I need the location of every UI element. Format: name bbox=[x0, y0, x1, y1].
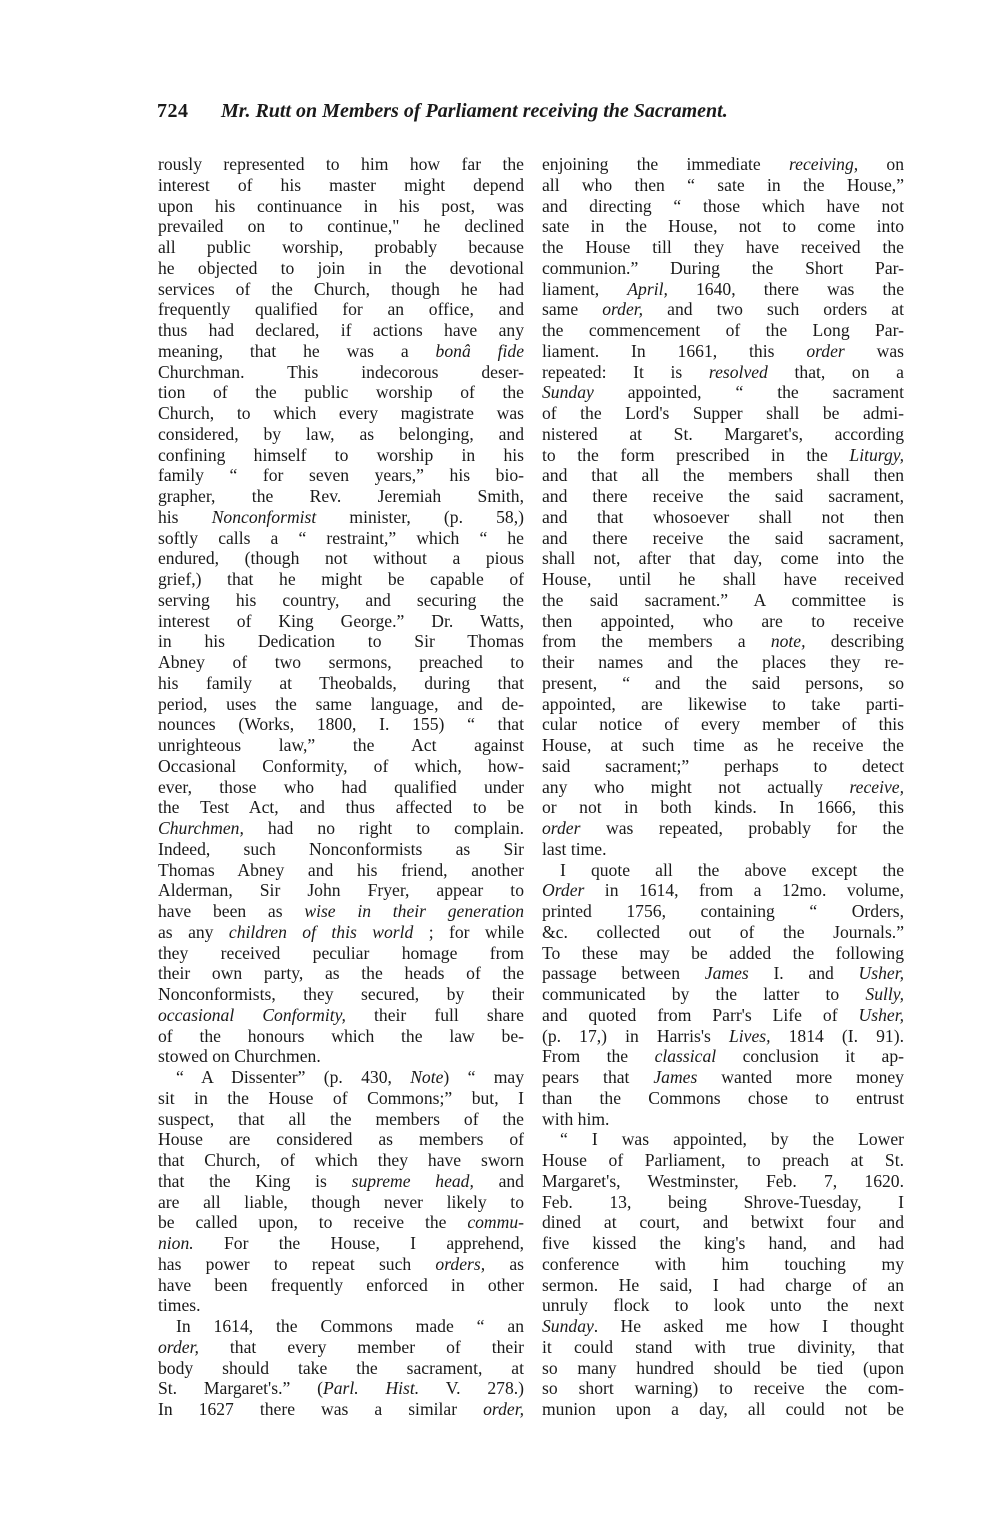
text-line: interest of King George.” Dr. Watts, bbox=[158, 610, 524, 631]
text-line: House, at such time as he receive the bbox=[542, 735, 904, 755]
text-line: grapher, the Rev. Jeremiah Smith, bbox=[158, 486, 524, 506]
text-line: the House till they have received the bbox=[542, 237, 904, 257]
text-line: enjoining the immediate receiving, on bbox=[542, 154, 904, 174]
text-line: munion upon a day, all could not be bbox=[542, 1399, 904, 1419]
text-line: of the Lord's Supper shall be admi- bbox=[542, 403, 904, 423]
text-line: services of the Church, though he had bbox=[158, 278, 524, 299]
text-line: family “ for seven years,” his bio- bbox=[158, 465, 524, 486]
text-line: all who then “ sate in the House,” bbox=[542, 174, 904, 195]
text-line: Occasional Conformity, of which, how- bbox=[158, 755, 524, 776]
text-line: thus had declared, if actions have any bbox=[158, 320, 524, 340]
text-line: has power to repeat such orders, as bbox=[158, 1253, 524, 1274]
text-line: Sunday. He asked me how I thought bbox=[542, 1316, 904, 1336]
text-line: I quote all the above except the bbox=[560, 859, 904, 880]
text-line: then appointed, who are to receive bbox=[542, 610, 904, 631]
text-line: to the form prescribed in the Liturgy, bbox=[542, 444, 904, 465]
text-line: softly calls a “ restraint,” which “ he bbox=[158, 527, 524, 548]
text-line: unrighteous law,” the Act against bbox=[158, 735, 524, 755]
text-line: order was repeated, probably for the bbox=[542, 818, 904, 838]
text-line: cular notice of every member of this bbox=[542, 714, 904, 735]
text-line: and that all the members shall then bbox=[542, 465, 904, 486]
text-line: that Church, of which they have sworn bbox=[158, 1150, 524, 1170]
text-line: Thomas Abney and his friend, another bbox=[158, 859, 524, 880]
text-line: frequently qualified for an office, and bbox=[158, 299, 524, 320]
page-header bbox=[157, 100, 897, 130]
text-line: tion of the public worship of the bbox=[158, 382, 524, 403]
left-text-column bbox=[158, 154, 524, 1420]
text-line: considered, by law, as belonging, and bbox=[158, 423, 524, 444]
text-line: present, “ and the said persons, so bbox=[542, 672, 904, 693]
text-line: House are considered as members of bbox=[158, 1129, 524, 1150]
text-line: their own party, as the heads of the bbox=[158, 963, 524, 984]
text-line: Feb. 13, being Shrove-Tuesday, I bbox=[542, 1191, 904, 1212]
text-line: than the Commons chose to entrust bbox=[542, 1087, 904, 1108]
text-line: it could stand with true divinity, that bbox=[542, 1336, 904, 1357]
text-line: nistered at St. Margaret's, according bbox=[542, 423, 904, 444]
text-line: House, until he shall have received bbox=[542, 569, 904, 589]
text-line: sermon. He said, I had charge of an bbox=[542, 1274, 904, 1295]
text-line: so short warning) to receive the com- bbox=[542, 1378, 904, 1399]
text-line: period, uses the same language, and de- bbox=[158, 693, 524, 714]
text-line: nounces (Works, 1800, I. 155) “ that bbox=[158, 714, 524, 735]
text-line: House of Parliament, to preach at St. bbox=[542, 1150, 904, 1170]
text-line: in his Dedication to Sir Thomas bbox=[158, 631, 524, 652]
text-line: communion.” During the Short Par- bbox=[542, 257, 904, 278]
text-line: meaning, that he was a bonâ fide bbox=[158, 340, 524, 361]
text-line: Sunday appointed, “ the sacrament bbox=[542, 382, 904, 403]
text-line: communicated by the latter to Sully, bbox=[542, 984, 904, 1004]
text-line: the commencement of the Long Par- bbox=[542, 320, 904, 340]
text-line: liament. In 1661, this order was bbox=[542, 340, 904, 361]
text-line: with him. bbox=[542, 1108, 610, 1129]
text-line: any who might not actually receive, bbox=[542, 776, 904, 797]
text-line: sit in the House of Commons;” but, I bbox=[158, 1087, 524, 1108]
text-line: all public worship, probably because bbox=[158, 237, 524, 257]
text-line: printed 1756, containing “ Orders, bbox=[542, 901, 904, 921]
text-line: occasional Conformity, their full share bbox=[158, 1004, 524, 1025]
text-line: Indeed, such Nonconformists as Sir bbox=[158, 838, 524, 859]
text-line: Church, to which every magistrate was bbox=[158, 403, 524, 423]
text-line: that the King is supreme head, and bbox=[158, 1170, 524, 1191]
text-line: &c. collected out of the Journals.” bbox=[542, 921, 904, 942]
text-line: grief,) that he might be capable of bbox=[158, 569, 524, 589]
text-line: as any children of this world ; for while bbox=[158, 921, 525, 942]
text-line: interest of his master might depend bbox=[158, 174, 524, 195]
text-line: are all liable, though never likely to bbox=[158, 1191, 524, 1212]
text-line: Nonconformists, they secured, by their bbox=[158, 984, 524, 1004]
text-line: To these may be added the following bbox=[542, 942, 904, 963]
text-line: conference with him touching my bbox=[542, 1253, 904, 1274]
text-line: have been frequently enforced in other bbox=[158, 1274, 524, 1295]
text-line: order, that every member of their bbox=[158, 1336, 524, 1357]
text-line: Alderman, Sir John Fryer, appear to bbox=[158, 880, 524, 901]
text-line: and that whosoever shall not then bbox=[542, 506, 904, 527]
text-line: five kissed the king's hand, and had bbox=[542, 1233, 904, 1253]
text-line: they received peculiar homage from bbox=[158, 942, 524, 963]
text-line: have been as wise in their generation bbox=[158, 901, 524, 921]
text-line: serving his country, and securing the bbox=[158, 589, 524, 610]
text-line: sate in the House, not to come into bbox=[542, 216, 904, 237]
text-line: and there receive the said sacrament, bbox=[542, 527, 904, 548]
text-line: shall not, after that day, come into the bbox=[542, 548, 904, 569]
text-line: nion. For the House, I apprehend, bbox=[158, 1233, 524, 1253]
text-line: Margaret's, Westminster, Feb. 7, 1620. bbox=[542, 1170, 904, 1191]
text-line: pears that James wanted more money bbox=[542, 1067, 904, 1087]
text-line: be called upon, to receive the commu- bbox=[158, 1212, 524, 1233]
text-line: ever, those who had qualified under bbox=[158, 776, 524, 797]
text-line: same order, and two such orders at bbox=[542, 299, 904, 320]
text-line: said sacrament;” perhaps to detect bbox=[542, 755, 904, 776]
text-line: “ A Dissenter” (p. 430, Note) “ may bbox=[176, 1067, 524, 1087]
text-line: confining himself to worship in his bbox=[158, 444, 524, 465]
text-line: body should take the sacrament, at bbox=[158, 1357, 524, 1378]
text-line: his family at Theobalds, during that bbox=[158, 672, 524, 693]
text-line: prevailed on to continue," he declined bbox=[158, 216, 524, 237]
text-line: St. Margaret's.” (Parl. Hist. V. 278.) bbox=[158, 1378, 524, 1399]
text-line: from the members a note, describing bbox=[542, 631, 905, 652]
text-line: suspect, that all the members of the bbox=[158, 1108, 524, 1129]
text-line: Abney of two sermons, preached to bbox=[158, 652, 524, 672]
text-line: dined at court, and betwixt four and bbox=[542, 1212, 904, 1233]
text-line: his Nonconformist minister, (p. 58,) bbox=[158, 506, 524, 527]
text-line: the Test Act, and thus affected to be bbox=[158, 797, 524, 818]
text-line: passage between James I. and Usher, bbox=[542, 963, 904, 984]
text-line: and directing “ those which have not bbox=[542, 195, 904, 216]
text-line: their names and the places they re- bbox=[542, 652, 904, 672]
text-line: From the classical conclusion it ap- bbox=[542, 1046, 904, 1067]
text-line: unruly flock to look unto the next bbox=[542, 1295, 904, 1316]
text-line: endured, (though not without a pious bbox=[158, 548, 524, 569]
text-line: last time. bbox=[542, 838, 607, 859]
page-number: 724 bbox=[157, 100, 189, 122]
text-line: upon his continuance in his post, was bbox=[158, 195, 524, 216]
text-line: liament, April, 1640, there was the bbox=[542, 278, 904, 299]
text-line: the said sacrament.” A committee is bbox=[542, 589, 904, 610]
text-line: repeated: It is resolved that, on a bbox=[542, 361, 904, 382]
text-line: In 1614, the Commons made “ an bbox=[176, 1316, 524, 1336]
text-line: Order in 1614, from a 12mo. volume, bbox=[542, 880, 904, 901]
text-line: In 1627 there was a similar order, bbox=[158, 1399, 524, 1419]
text-line: stowed on Churchmen. bbox=[158, 1046, 321, 1067]
running-title: Mr. Rutt on Members of Parliament receiving the Sacrament. bbox=[221, 100, 728, 122]
text-line: so many hundred should be tied (upon bbox=[542, 1357, 904, 1378]
text-line: and quoted from Parr's Life of Usher, bbox=[542, 1004, 904, 1025]
text-line: “ I was appointed, by the Lower bbox=[560, 1129, 904, 1150]
text-line: of the honours which the law be- bbox=[158, 1025, 524, 1046]
text-line: rously represented to him how far the bbox=[158, 154, 524, 174]
text-line: he objected to join in the devotional bbox=[158, 257, 524, 278]
right-text-column bbox=[542, 154, 904, 1420]
text-line: (p. 17,) in Harris's Lives, 1814 (I. 91). bbox=[542, 1025, 904, 1046]
text-line: times. bbox=[158, 1295, 201, 1316]
text-line: Churchman. This indecorous deser- bbox=[158, 361, 524, 382]
text-line: or not in both kinds. In 1666, this bbox=[542, 797, 904, 818]
text-line: and there receive the said sacrament, bbox=[542, 486, 904, 506]
text-line: Churchmen, had no right to complain. bbox=[158, 818, 524, 838]
text-line: appointed, are likewise to take parti- bbox=[542, 693, 904, 714]
